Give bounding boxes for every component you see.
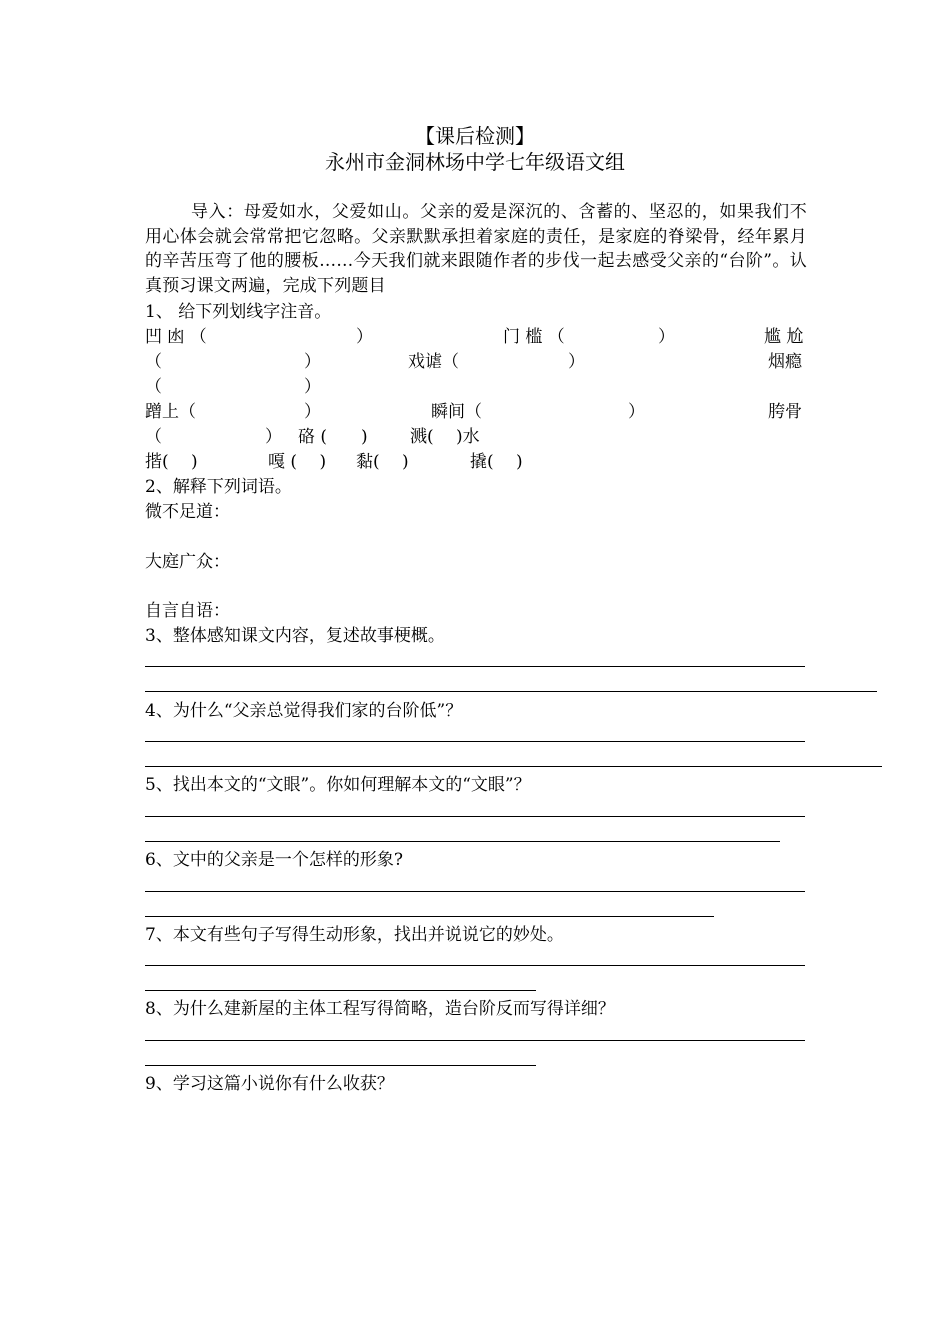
answer-line bbox=[145, 990, 536, 991]
word-yanyin-close: ） bbox=[304, 377, 321, 397]
word-qiao: 撬( ) bbox=[470, 452, 523, 472]
question-9-prompt: 9、学习这篇小说你有什么收获？ bbox=[145, 1074, 394, 1094]
answer-line bbox=[145, 816, 805, 817]
word-shunjian: 瞬间（ bbox=[431, 402, 482, 422]
word-dengshang-close: ） bbox=[304, 402, 321, 422]
term-ziyanziyu: 自言自语： bbox=[145, 601, 230, 621]
question-6-prompt: 6、文中的父亲是一个怎样的形象? bbox=[145, 850, 403, 870]
word-ganga-paren: （ bbox=[145, 352, 162, 372]
word-ganga-close: ） bbox=[304, 352, 321, 372]
word-kuagu: 胯骨 bbox=[768, 402, 802, 422]
word-ge: 硌 ( ) bbox=[298, 427, 368, 447]
word-ganga: 尴 尬 bbox=[764, 327, 804, 347]
question-2-prompt: 2、解释下列词语。 bbox=[145, 477, 292, 497]
answer-line bbox=[145, 841, 780, 842]
question-8-prompt: 8、为什么建新屋的主体工程写得简略，造台阶反而写得详细？ bbox=[145, 999, 615, 1019]
answer-line bbox=[145, 965, 805, 966]
word-yanyin-paren: （ bbox=[145, 377, 162, 397]
answer-line bbox=[145, 1040, 805, 1041]
word-jian: 溅( )水 bbox=[410, 427, 480, 447]
word-xinue: 戏谑（ bbox=[408, 352, 459, 372]
word-xinue-close: ） bbox=[568, 352, 585, 372]
word-kai: 揩( ) bbox=[145, 452, 198, 472]
word-kuagu-paren: （ bbox=[145, 427, 162, 447]
answer-line bbox=[145, 916, 714, 917]
answer-line bbox=[145, 1065, 536, 1066]
term-weibuzudao: 微不足道： bbox=[145, 502, 230, 522]
answer-line bbox=[145, 666, 805, 667]
intro-paragraph: 导入：母爱如水，父爱如山。父亲的爱是深沉的、含蓄的、坚忍的，如果我们不用心体会就会常常把它忽略。父亲默默承担着家庭的责任，是家庭的脊梁骨，经年累月的辛苦压弯了他的腰板……今天我们就来跟随作者的步伐一起去感受父亲的“台阶”。认真预习课文两遍，完成下列题目 bbox=[145, 202, 807, 296]
question-3-prompt: 3、整体感知课文内容，复述故事梗概。 bbox=[145, 626, 445, 646]
word-kuagu-close: ） bbox=[265, 427, 282, 447]
word-aotu: 凹 凼 （ bbox=[145, 327, 207, 347]
question-5-prompt: 5、找出本文的“文眼”。你如何理解本文的“文眼”？ bbox=[145, 775, 531, 795]
word-shunjian-close: ） bbox=[628, 402, 645, 422]
answer-line bbox=[145, 891, 805, 892]
question-7-prompt: 7、本文有些句子写得生动形象，找出并说说它的妙处。 bbox=[145, 925, 564, 945]
word-menkan-close: ） bbox=[658, 327, 675, 347]
word-yanyin: 烟瘾 bbox=[768, 352, 802, 372]
word-nian: 黏( ) bbox=[356, 452, 409, 472]
page-subtitle: 永州市金洞林场中学七年级语文组 bbox=[325, 150, 625, 174]
question-1-prompt: 1、 给下列划线字注音。 bbox=[145, 302, 332, 322]
word-aotu-close: ） bbox=[356, 327, 373, 347]
word-ga: 嘎 ( ) bbox=[268, 452, 327, 472]
question-4-prompt: 4、为什么“父亲总觉得我们家的台阶低”？ bbox=[145, 701, 463, 721]
word-menkan: 门 槛 （ bbox=[503, 327, 565, 347]
answer-line bbox=[145, 766, 882, 767]
page-title: 【课后检测】 bbox=[415, 124, 535, 148]
answer-line bbox=[145, 741, 805, 742]
word-dengshang: 蹭上（ bbox=[145, 402, 196, 422]
answer-line bbox=[145, 691, 877, 692]
term-datingguangzhong: 大庭广众： bbox=[145, 552, 230, 572]
